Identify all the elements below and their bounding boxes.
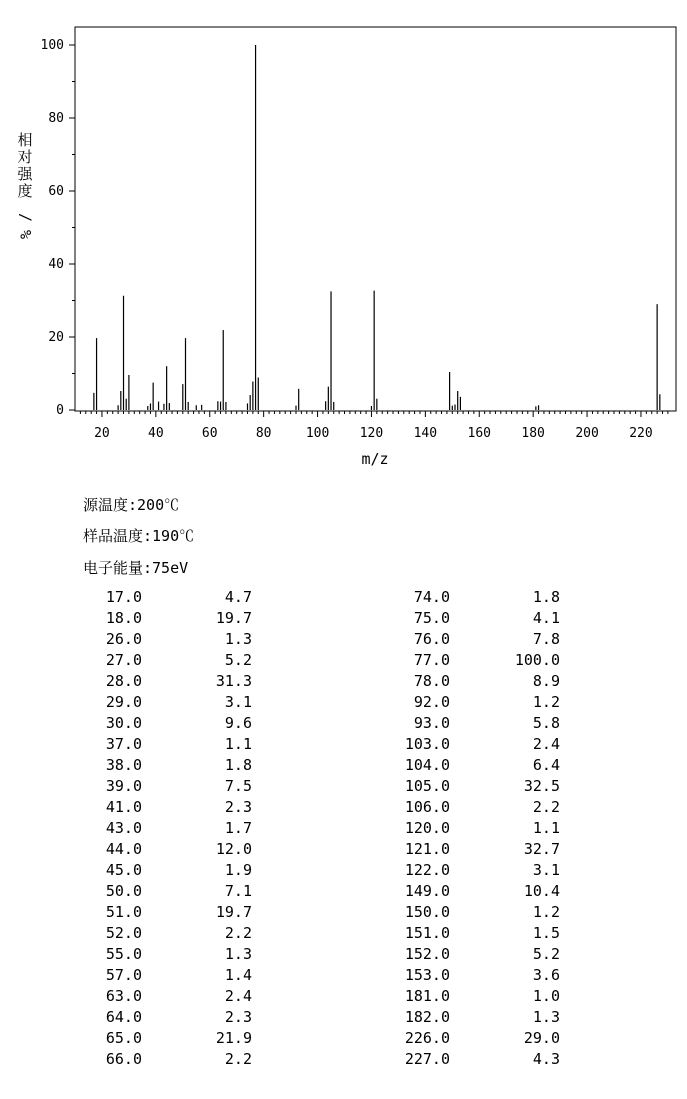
intensity-cell: 4.7 (224, 588, 252, 606)
intensity-cell: 1.1 (532, 819, 560, 837)
mz-cell: 150.0 (404, 903, 450, 921)
intensity-cell: 4.1 (532, 609, 560, 627)
mz-cell: 18.0 (105, 609, 142, 627)
intensity-cell: 21.9 (215, 1029, 252, 1047)
mz-cell: 152.0 (404, 945, 450, 963)
mz-cell: 51.0 (105, 903, 142, 921)
mass-spectrum-chart (0, 0, 687, 480)
intensity-cell: 12.0 (215, 840, 252, 858)
y-axis-label: 相对强度/ % (16, 131, 35, 240)
mz-cell: 74.0 (413, 588, 450, 606)
intensity-cell: 1.3 (224, 945, 252, 963)
intensity-cell: 5.2 (224, 651, 252, 669)
mz-cell: 226.0 (404, 1029, 450, 1047)
y-tick-label: 40 (48, 257, 64, 272)
intensity-cell: 5.8 (532, 714, 560, 732)
table-row (0, 734, 687, 755)
mz-cell: 55.0 (105, 945, 142, 963)
table-row (0, 713, 687, 734)
x-tick-label: 160 (467, 426, 492, 441)
mz-cell: 227.0 (404, 1050, 450, 1068)
table-row (0, 818, 687, 839)
x-tick-label: 140 (413, 426, 438, 441)
x-axis (94, 411, 653, 441)
intensity-cell: 19.7 (215, 903, 252, 921)
mz-cell: 121.0 (404, 840, 450, 858)
table-row (0, 755, 687, 776)
mz-cell: 52.0 (105, 924, 142, 942)
x-tick-label: 200 (575, 426, 599, 441)
intensity-cell: 2.3 (224, 1008, 252, 1026)
mz-cell: 44.0 (105, 840, 142, 858)
mz-cell: 38.0 (105, 756, 142, 774)
table-row (0, 650, 687, 671)
mz-cell: 26.0 (105, 630, 142, 648)
x-tick-label: 180 (521, 426, 545, 441)
mz-cell: 105.0 (404, 777, 450, 795)
mz-cell: 151.0 (404, 924, 450, 942)
intensity-cell: 1.1 (224, 735, 252, 753)
x-tick-label: 20 (94, 426, 110, 441)
table-row (0, 881, 687, 902)
x-tick-label: 80 (255, 426, 272, 441)
intensity-cell: 3.6 (532, 966, 560, 984)
intensity-cell: 4.3 (532, 1050, 560, 1068)
intensity-cell: 3.1 (224, 693, 252, 711)
mz-cell: 28.0 (105, 672, 142, 690)
table-row (0, 839, 687, 860)
intensity-cell: 7.5 (224, 777, 252, 795)
mz-cell: 27.0 (105, 651, 142, 669)
mz-cell: 78.0 (413, 672, 450, 690)
intensity-cell: 1.9 (224, 861, 252, 879)
intensity-cell: 1.8 (224, 756, 252, 774)
table-row (0, 944, 687, 965)
electron-energy: 电子能量:75eV (83, 559, 189, 577)
intensity-cell: 10.4 (523, 882, 560, 900)
table-row (0, 776, 687, 797)
mz-cell: 37.0 (105, 735, 142, 753)
mz-cell: 65.0 (105, 1029, 142, 1047)
x-tick-label: 40 (148, 426, 164, 441)
mz-cell: 153.0 (404, 966, 450, 984)
intensity-cell: 1.2 (532, 903, 560, 921)
x-axis-label: m/z (361, 450, 389, 468)
intensity-cell: 31.3 (215, 672, 252, 690)
mz-cell: 50.0 (105, 882, 142, 900)
intensity-cell: 2.2 (224, 1050, 252, 1068)
mz-cell: 29.0 (105, 693, 142, 711)
table-row (0, 1028, 687, 1049)
table-row (0, 923, 687, 944)
intensity-cell: 2.2 (224, 924, 252, 942)
mz-cell: 41.0 (105, 798, 142, 816)
intensity-cell: 1.3 (224, 630, 252, 648)
peak-bars (94, 45, 660, 410)
table-row (0, 629, 687, 650)
mz-cell: 64.0 (105, 1008, 142, 1026)
y-tick-label: 20 (48, 330, 64, 345)
intensity-cell: 8.9 (532, 672, 560, 690)
intensity-cell: 32.7 (523, 840, 560, 858)
y-tick-label: 80 (48, 111, 64, 126)
mz-cell: 103.0 (404, 735, 450, 753)
mz-cell: 181.0 (404, 987, 450, 1005)
mz-cell: 43.0 (105, 819, 142, 837)
table-row (0, 587, 687, 608)
intensity-cell: 1.5 (532, 924, 560, 942)
intensity-cell: 1.3 (532, 1008, 560, 1026)
mz-cell: 106.0 (404, 798, 450, 816)
sample-temperature: 样品温度:190℃ (83, 527, 195, 545)
intensity-cell: 7.1 (224, 882, 252, 900)
mz-cell: 30.0 (105, 714, 142, 732)
mz-cell: 39.0 (105, 777, 142, 795)
table-row (0, 797, 687, 818)
y-tick-label: 100 (40, 38, 64, 53)
mz-cell: 93.0 (413, 714, 450, 732)
mz-cell: 66.0 (105, 1050, 142, 1068)
mz-cell: 182.0 (404, 1008, 450, 1026)
table-row (0, 1007, 687, 1028)
mz-cell: 17.0 (105, 588, 142, 606)
x-tick-label: 120 (359, 426, 384, 441)
intensity-cell: 1.2 (532, 693, 560, 711)
mz-cell: 104.0 (404, 756, 450, 774)
source-temperature: 源温度:200℃ (83, 496, 180, 514)
intensity-cell: 6.4 (532, 756, 560, 774)
intensity-cell: 1.0 (532, 987, 560, 1005)
intensity-cell: 1.8 (532, 588, 560, 606)
x-tick-label: 100 (305, 426, 330, 441)
y-tick-label: 0 (56, 403, 64, 418)
intensity-cell: 32.5 (523, 777, 560, 795)
mz-cell: 122.0 (404, 861, 450, 879)
intensity-cell: 1.7 (224, 819, 252, 837)
intensity-cell: 7.8 (532, 630, 560, 648)
intensity-cell: 1.4 (224, 966, 252, 984)
mz-cell: 149.0 (404, 882, 450, 900)
intensity-cell: 3.1 (532, 861, 560, 879)
intensity-cell: 5.2 (532, 945, 560, 963)
x-tick-label: 220 (629, 426, 653, 441)
peak-table (0, 587, 687, 1070)
table-row (0, 671, 687, 692)
table-row (0, 1049, 687, 1070)
x-tick-label: 60 (201, 426, 218, 441)
table-row (0, 608, 687, 629)
mz-cell: 45.0 (105, 861, 142, 879)
table-row (0, 902, 687, 923)
table-row (0, 986, 687, 1007)
mz-cell: 57.0 (105, 966, 142, 984)
mz-cell: 76.0 (413, 630, 450, 648)
intensity-cell: 2.3 (224, 798, 252, 816)
intensity-cell: 9.6 (224, 714, 252, 732)
mz-cell: 92.0 (413, 693, 450, 711)
y-tick-label: 60 (48, 184, 64, 199)
y-axis (41, 38, 75, 418)
table-row (0, 965, 687, 986)
mz-cell: 120.0 (404, 819, 450, 837)
intensity-cell: 2.2 (532, 798, 560, 816)
mz-cell: 75.0 (413, 609, 450, 627)
mz-cell: 63.0 (105, 987, 142, 1005)
intensity-cell: 29.0 (523, 1029, 560, 1047)
plot-frame (75, 27, 676, 411)
intensity-cell: 100.0 (514, 651, 560, 669)
intensity-cell: 19.7 (215, 609, 252, 627)
intensity-cell: 2.4 (532, 735, 560, 753)
table-row (0, 860, 687, 881)
table-row (0, 692, 687, 713)
intensity-cell: 2.4 (224, 987, 252, 1005)
mz-cell: 77.0 (413, 651, 450, 669)
